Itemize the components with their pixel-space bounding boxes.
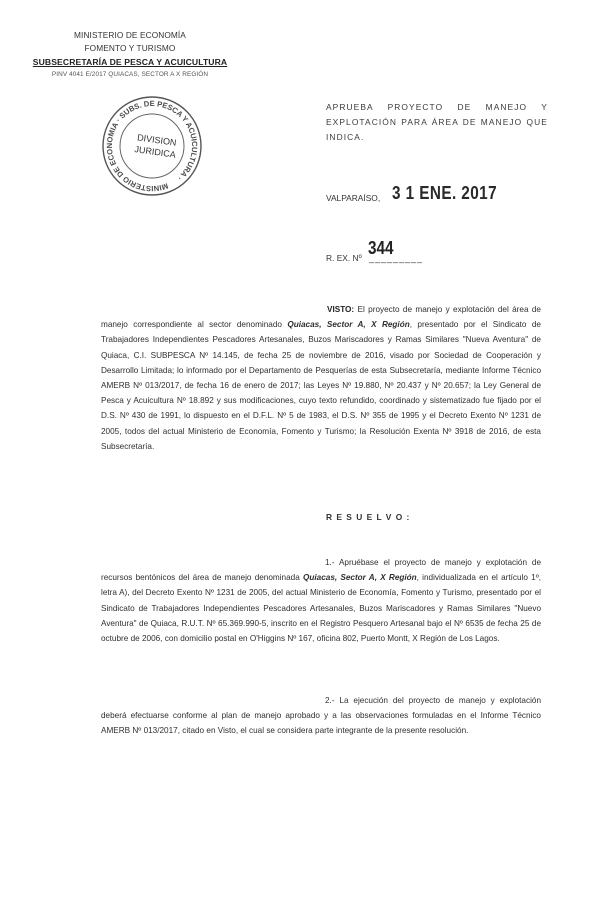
visto-area-name: Quiacas, Sector A, X Región [287,320,410,330]
subsecretaria-name: SUBSECRETARÍA DE PESCA Y ACUICULTURA [32,57,228,67]
visto-paragraph [101,302,541,454]
visto-label: VISTO: [327,305,355,314]
stamp-ring-text: MINISTERIO DE ECONOMIA · SUBS. DE PESCA Y ACUICULTURA · [104,98,200,194]
resuelvo-heading: R E S U E L V O : [326,512,411,522]
rex-number: 344 [368,238,394,258]
stamp-center-line1: DIVISION [136,132,178,148]
division-juridica-stamp [100,94,204,198]
item1-text-1: 1.- Apruébase el proyecto de manejo y explotación de recursos bentónicos del área de manejo denominada [101,558,541,583]
item1-text-2: , individualizada en el artículo 1º, letra A), del Decreto Exento Nº 1231 de 2005, del actual Ministerio de Economía, Fomento y Turismo, presentado por el Sindicato de Trabajadores Independientes Pescadores Artesanales, Buzos Mariscadores y Ramas Similares "Nuevo Aventura" de Quiaca, R.U.T. Nº 65.369.990-5, inscrito en el Registro Pesquero Artesanal bajo el Nº 6535 de fecha 25 de octubre de 2006, con domicilio postal en O'Higgins Nº 167, oficina 802, Puerto Montt, X Región de Los Lagos. [101,573,541,644]
resolution-item-1 [101,555,541,646]
visto-text-1: El proyecto de manejo y explotación del área de manejo correspondiente al sector denominado [101,305,541,330]
rex-label: R. EX. Nº [326,253,362,263]
visto-text-2: , presentado por el Sindicato de Trabajadores Independientes Pescadores Artesanales, Buzos Mariscadores y Ramas Similares "Nueva Aventura" de Quiaca, C.I. SUBPESCA Nº 14.145, de fecha 25 de noviembre de 2016, visado por Sociedad de Cooperación y Desarrollo Limitada; lo informado por el Departamento de Pesquerías de esta Subsecretaría, mediante Informe Técnico AMERB Nº 013/2017, de fecha 16 de enero de 2017; las Leyes Nº 19.880, Nº 20.437 y Nº 20.657; la Ley General de Pesca y Acuicultura Nº 18.892 y sus modificaciones, cuyo texto refundido, coordinado y sistematizado fue fijado por el D.S. Nº 430 de 1991, lo dispuesto en el D.F.L. Nº 5 de 1983, el D.S. Nº 355 de 1995 y el Decreto Exento Nº 1231 de 2005, todos del actual Ministerio de Economía, Fomento y Turismo; la Resolución Exenta Nº 3918 de 2016, de esta Subsecretaría. [101,320,541,451]
resolution-item-2 [101,693,541,739]
resolution-date: 3 1 ENE. 2017 [392,183,498,203]
resolution-subject: APRUEBA PROYECTO DE MANEJO Y EXPLOTACIÓN PARA ÁREA DE MANEJO QUE INDICA. [326,102,548,142]
item2-text: 2.- La ejecución del proyecto de manejo y explotación deberá efectuarse conforme al plan de manejo aprobado y a las observaciones formuladas en el Informe Técnico AMERB Nº 013/2017, citado en Visto, el cual se considera parte integrante de la presente resolución. [101,696,541,736]
ministry-name: MINISTERIO DE ECONOMÍA [74,30,186,40]
place-label: VALPARAÍSO, [326,193,381,203]
ministry-subtitle: FOMENTO Y TURISMO [84,43,176,53]
stamp-center-line2: JURIDICA [133,144,177,160]
rex-blank-line: _________ [369,253,424,263]
item1-area-name: Quiacas, Sector A, X Región [303,573,417,583]
file-reference: PINV 4041 E/2017 QUIACAS, SECTOR A X REGIÓN [51,71,209,78]
